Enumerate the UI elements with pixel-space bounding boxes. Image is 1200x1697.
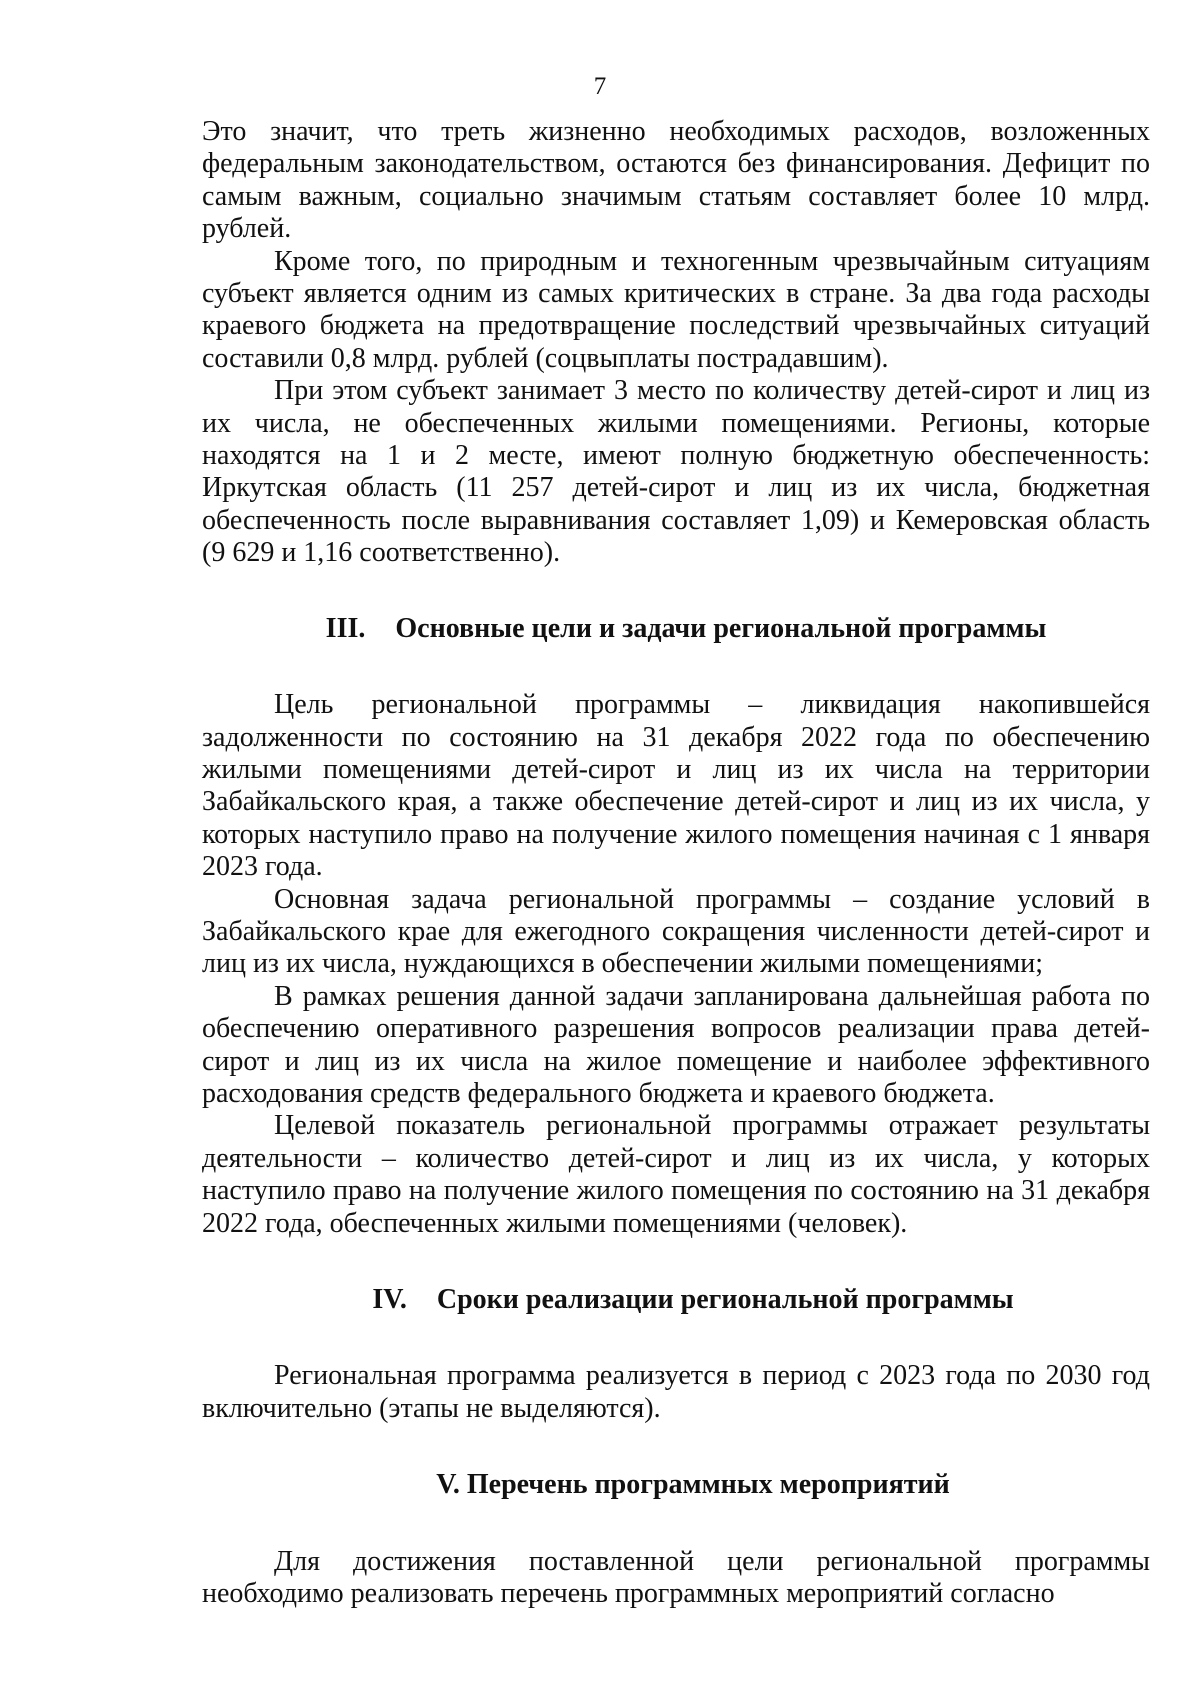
paragraph-program-period: Региональная программа реализуется в период с 2023 года по 2030 год включительно (этапы не выделяются). <box>202 1360 1150 1424</box>
page-number: 7 <box>593 73 607 100</box>
paragraph-program-task: Основная задача региональной программы – создание условий в Забайкальского крае для ежегодного сокращения численности детей-сирот и лиц из их числа, нуждающихся в обеспечении жилыми помещениями; <box>202 883 1150 980</box>
section-number: III. <box>325 612 366 644</box>
paragraph-activities-list: Для достижения поставленной цели региональной программы необходимо реализовать перечень программных мероприятий согласно <box>202 1545 1150 1610</box>
document-body <box>202 116 1150 1610</box>
paragraph-budget-deficit: Это значит, что треть жизненно необходимых расходов, возложенных федеральным законодательством, остаются без финансирования. Дефицит по самым важным, социально значимым статьям составляет более 10 млрд. рублей. <box>202 116 1150 245</box>
section-title: Основные цели и задачи региональной программы <box>395 612 1047 644</box>
section-title: Сроки реализации региональной программы <box>436 1284 1014 1315</box>
section-heading-timeline <box>202 1284 1150 1316</box>
paragraph-task-work: В рамках решения данной задачи запланирована дальнейшая работа по обеспечению оперативного разрешения вопросов реализации права детей-сирот и лиц из их числа на жилое помещение и наиболее эффективного расходования средств федерального бюджета и краевого бюджета. <box>202 980 1150 1109</box>
paragraph-orphans-ranking: При этом субъект занимает 3 место по количеству детей-сирот и лиц из их числа, не обеспеченных жилыми помещениями. Регионы, которые находятся на 1 и 2 месте, имеют полную бюджетную обеспеченность: Иркутская область (11 257 детей-сирот и лиц из их числа, бюджетная обеспеченность после выравнивания составляет 1,09) и Кемеровская область (9 629 и 1,16 соответственно). <box>202 375 1150 569</box>
section-heading-activities: V. Перечень программных мероприятий <box>436 1469 950 1501</box>
paragraph-emergency-situations: Кроме того, по природным и техногенным чрезвычайным ситуациям субъект является одним из самых критических в стране. За два года расходы краевого бюджета на предотвращение последствий чрезвычайных ситуаций составили 0,8 млрд. рублей (соцвыплаты пострадавшим). <box>202 245 1150 374</box>
section-heading-goals <box>202 613 1150 645</box>
paragraph-program-goal: Цель региональной программы – ликвидация накопившейся задолженности по состоянию на 31 декабря 2022 года по обеспечению жилыми помещениями детей-сирот и лиц из их числа на территории Забайкальского края, а также обеспечение детей-сирот и лиц из их числа, у которых наступило право на получение жилого помещения начиная с 1 января 2023 года. <box>202 689 1150 883</box>
paragraph-target-indicator: Целевой показатель региональной программы отражает результаты деятельности – количество детей-сирот и лиц из их числа, у которых наступило право на получение жилого помещения по состоянию на 31 декабря 2022 года, обеспеченных жилыми помещениями (человек). <box>202 1110 1150 1239</box>
section-number: IV. <box>372 1284 407 1315</box>
